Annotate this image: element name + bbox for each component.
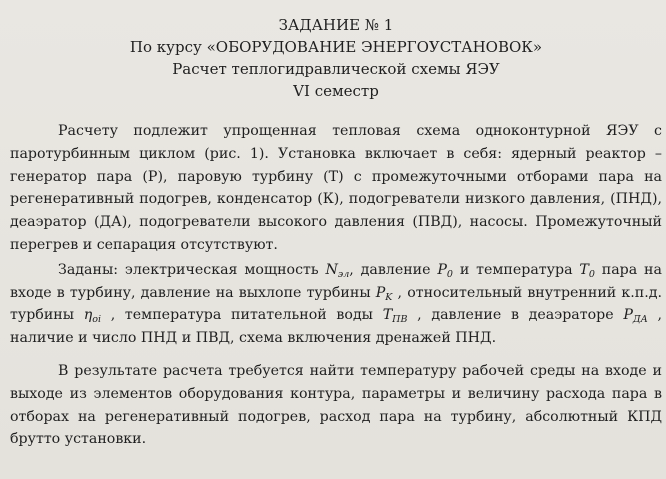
assignment-title: ЗАДАНИЕ № 1 bbox=[278, 16, 394, 34]
given-text-8: , наличие и число ПНД и ПВД, схема включения дренажей ПНД. bbox=[10, 307, 662, 347]
paragraph-given-parameters bbox=[10, 259, 662, 350]
symbol-exhaust-pressure: $P_K$ bbox=[375, 284, 393, 303]
given-text-2: , давление bbox=[349, 261, 438, 278]
semester-label: VI семестр bbox=[293, 82, 379, 100]
document-header bbox=[10, 14, 662, 102]
symbol-deaerator-pressure: $P_{ДА}$ bbox=[623, 307, 648, 326]
symbol-turbine-efficiency: $\eta_{oi}$ bbox=[83, 307, 102, 326]
paragraph-required-results: В результате расчета требуется найти температуру рабочей среды на входе и выходе из элементов оборудования контура, параметры и величину расхода пара в отборах на регенеративный подогрев, расход пара на турбину, абсолютный КПД брутто установки. bbox=[10, 362, 662, 448]
symbol-initial-pressure: $P_0$ bbox=[437, 261, 453, 280]
symbol-feedwater-temperature: $T_{ПВ}$ bbox=[382, 307, 408, 326]
given-text-3: и температура bbox=[452, 261, 580, 278]
given-text-7: , давление в деаэраторе bbox=[407, 307, 624, 324]
symbol-initial-temperature: $T_0$ bbox=[579, 261, 595, 280]
given-text-4: пара на входе в турбину, давление на выхлопе турбины bbox=[10, 261, 662, 301]
symbol-power: $N_{эл}$ bbox=[325, 261, 350, 280]
assignment-topic: Расчет теплогидравлической схемы ЯЭУ bbox=[172, 60, 500, 78]
given-text-1: Заданы: электрическая мощность bbox=[58, 261, 326, 278]
course-name: По курсу «ОБОРУДОВАНИЕ ЭНЕРГОУСТАНОВОК» bbox=[129, 38, 543, 56]
given-text-5: , относительный внутренний к.п.д. турбины bbox=[10, 284, 662, 324]
paragraph-scheme-description: Расчету подлежит упрощенная тепловая схема одноконтурной ЯЭУ с паротурбинным циклом (рис. 1). Установка включает в себя: ядерный реактор – генератор пара (Р), паровую турбину (Т) с промежуточными отборами пара на регенеративный подогрев, конденсатор (К), подогреватели низкого давления, (ПНД), деаэратор (ДА), подогреватели высокого давления (ПВД), насосы. Промежуточный перегрев и сепарация отсутствуют. bbox=[10, 123, 662, 253]
given-text-6: , температура питательной воды bbox=[101, 307, 383, 324]
